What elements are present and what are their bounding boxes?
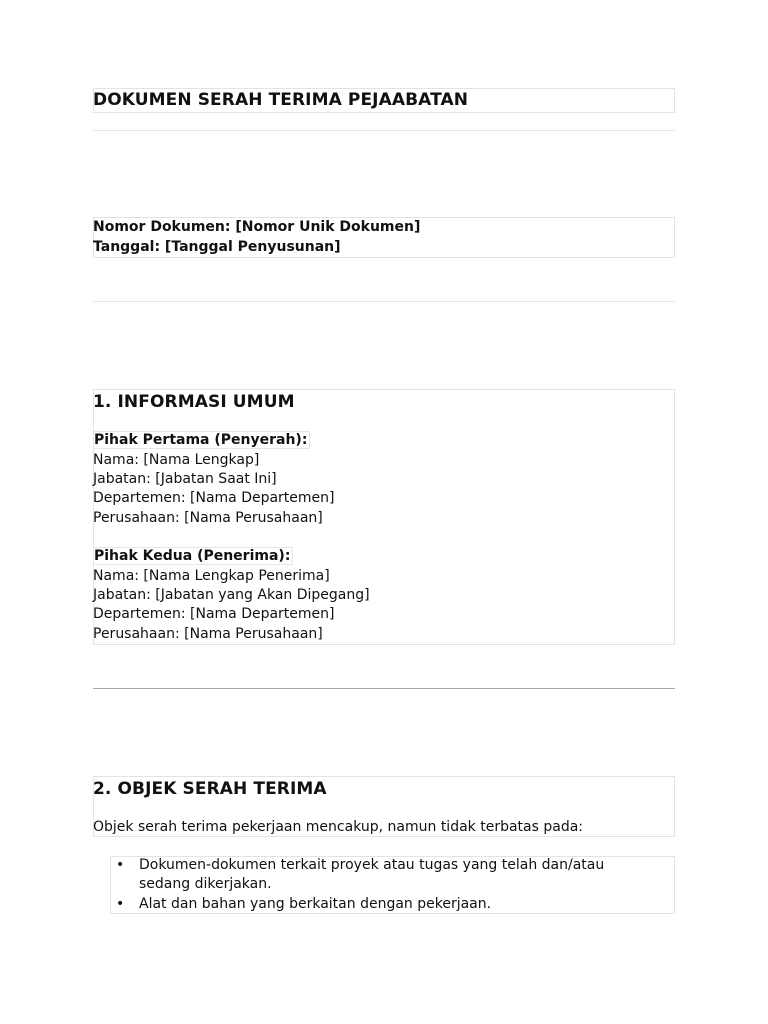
pihak-kedua-label [93,547,293,566]
pihak-kedua-label-text: Pihak Kedua (Penerima): [93,547,293,565]
pihak-pertama-departemen: Departemen: [Nama Departemen] [93,490,335,506]
document-date: Tanggal: [Tanggal Penyusunan] [93,239,341,255]
pihak-pertama-label-text: Pihak Pertama (Penyerah): [93,431,310,449]
pihak-pertama-label [93,431,310,450]
bullet-dot-icon: • [116,857,125,873]
document-title: DOKUMEN SERAH TERIMA PEJAABATAN [93,90,469,110]
pihak-pertama-nama: Nama: [Nama Lengkap] [93,452,260,468]
pihak-kedua-nama: Nama: [Nama Lengkap Penerima] [93,568,330,584]
pihak-pertama-perusahaan: Perusahaan: [Nama Perusahaan] [93,510,323,526]
document-number: Nomor Dokumen: [Nomor Unik Dokumen] [93,219,421,235]
divider [93,688,675,689]
pihak-kedua-jabatan: Jabatan: [Jabatan yang Akan Dipegang] [93,587,370,603]
pihak-kedua-departemen: Departemen: [Nama Departemen] [93,606,335,622]
pihak-kedua-perusahaan: Perusahaan: [Nama Perusahaan] [93,626,323,642]
list-item: Dokumen-dokumen terkait proyek atau tugas yang telah dan/atau sedang dikerjakan. [139,857,605,893]
pihak-pertama-jabatan: Jabatan: [Jabatan Saat Ini] [93,471,277,487]
bullet-dot-icon: • [116,896,125,912]
divider [93,130,675,131]
divider [93,301,675,302]
list-item: Alat dan bahan yang berkaitan dengan pekerjaan. [139,896,492,912]
section2-intro: Objek serah terima pekerjaan mencakup, namun tidak terbatas pada: [93,819,584,835]
section2-heading: 2. OBJEK SERAH TERIMA [93,779,327,799]
section1-heading: 1. INFORMASI UMUM [93,392,295,412]
